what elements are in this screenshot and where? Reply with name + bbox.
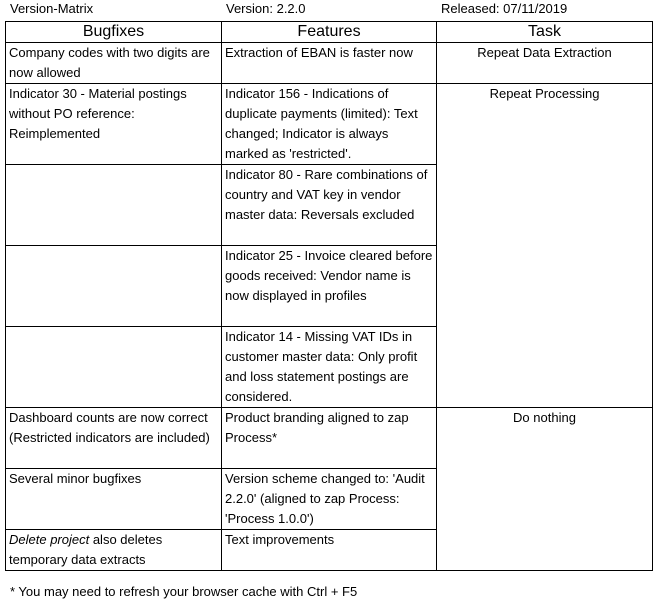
bugfix-text: also deletes temporary data extracts [9,532,163,567]
bugfix-cell-empty [6,165,222,246]
release-date: Released: 07/11/2019 [441,1,568,16]
feature-cell: Text improvements [222,530,437,571]
table-row [6,84,653,165]
bugfix-cell [6,530,222,571]
table-row [6,43,653,84]
task-cell: Do nothing [437,408,653,571]
header-task: Task [437,22,653,43]
feature-cell: Indicator 80 - Rare combinations of country and VAT key in vendor master data: Reversals excluded [222,165,437,246]
bugfix-cell: Company codes with two digits are now allowed [6,43,222,84]
footnote: * You may need to refresh your browser cache with Ctrl + F5 [10,584,358,599]
bugfix-cell-empty [6,246,222,327]
task-cell: Repeat Data Extraction [437,43,653,84]
feature-cell: Indicator 14 - Missing VAT IDs in customer master data: Only profit and loss statement postings are considered. [222,327,437,408]
bugfix-emphasis: Delete project [9,532,90,547]
sheet-title: Version-Matrix [10,1,94,16]
feature-cell: Indicator 156 - Indications of duplicate payments (limited): Text changed; Indicator is always marked as 'restricted'. [222,84,437,165]
bugfix-cell-empty [6,327,222,408]
version-matrix-table [5,21,653,571]
bugfix-cell: Several minor bugfixes [6,469,222,530]
feature-cell: Extraction of EBAN is faster now [222,43,437,84]
header-bugfixes: Bugfixes [6,22,222,43]
bugfix-cell: Dashboard counts are now correct (Restricted indicators are included) [6,408,222,469]
task-cell: Repeat Processing [437,84,653,408]
bugfix-cell: Indicator 30 - Material postings without PO reference: Reimplemented [6,84,222,165]
header-row [6,22,653,43]
feature-cell: Indicator 25 - Invoice cleared before goods received: Vendor name is now displayed in profiles [222,246,437,327]
feature-cell: Product branding aligned to zap Process* [222,408,437,469]
feature-cell: Version scheme changed to: 'Audit 2.2.0' (aligned to zap Process: 'Process 1.0.0') [222,469,437,530]
table-row [6,408,653,469]
version-label: Version: 2.2.0 [226,1,306,16]
header-features: Features [222,22,437,43]
